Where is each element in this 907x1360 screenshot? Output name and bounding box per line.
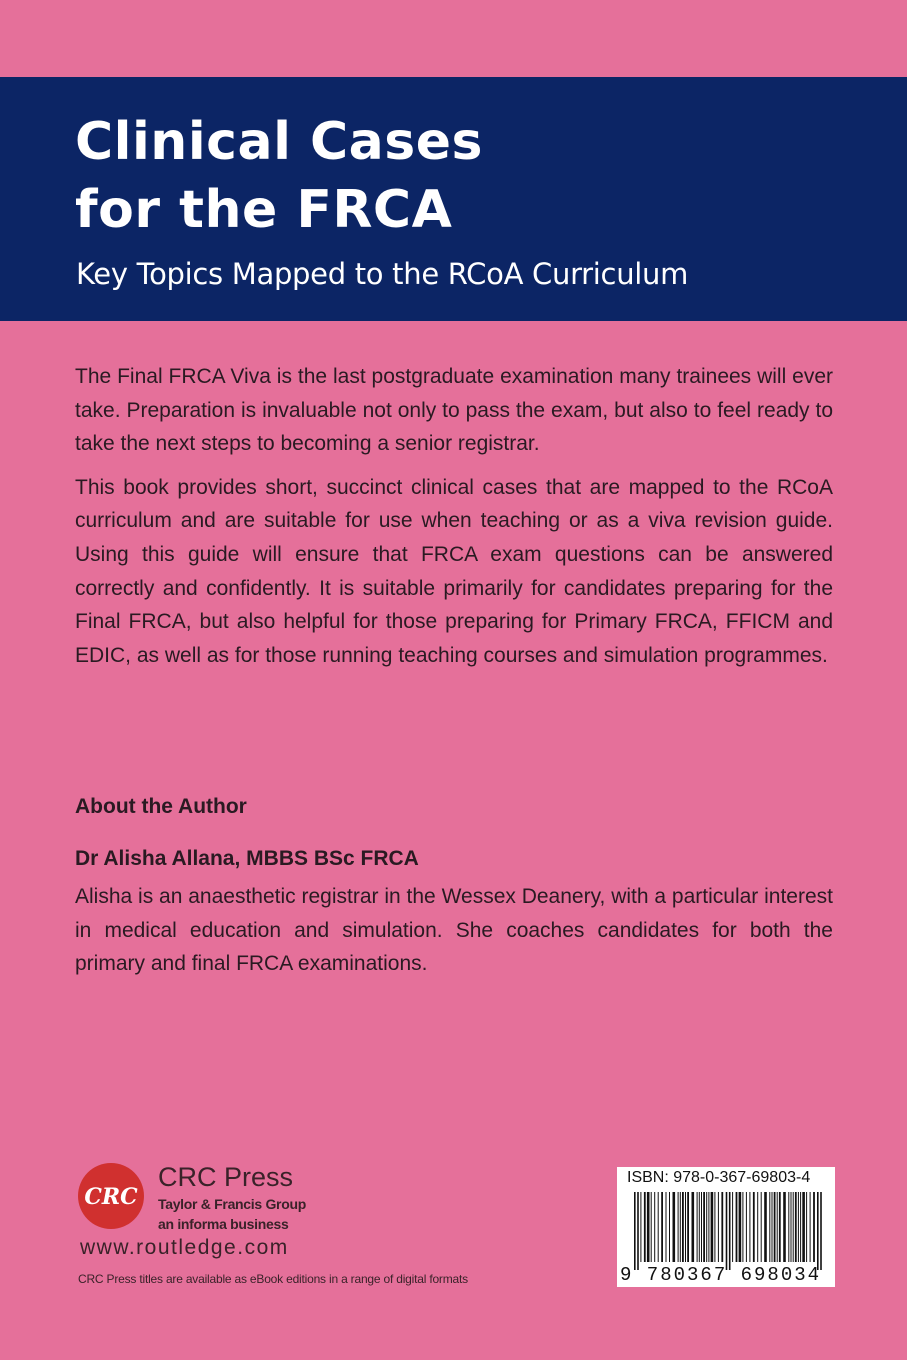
barcode-bar [798, 1192, 799, 1262]
publisher-group: Taylor & Francis Group [158, 1196, 306, 1212]
barcode-bar [706, 1192, 707, 1262]
barcode-bar [699, 1192, 700, 1262]
description-paragraph-1: The Final FRCA Viva is the last postgraduate examination many trainees will ever take. Preparation is invaluable not only to pass the exam, but also to feel ready to take the next steps to becoming a senior registrar. [75, 365, 833, 456]
barcode-bar [701, 1192, 702, 1262]
book-description [75, 360, 833, 682]
barcode-bar [685, 1192, 686, 1262]
barcode-bar [810, 1192, 811, 1262]
barcode-bar [708, 1192, 709, 1262]
barcode-bar [802, 1192, 805, 1262]
barcode-bar [753, 1192, 755, 1262]
publisher-website[interactable]: www.routledge.com [80, 1236, 289, 1259]
barcode-bar [777, 1192, 778, 1262]
barcode-bar [714, 1192, 715, 1262]
barcode-bar [640, 1192, 641, 1262]
book-title-line2: for the FRCA [75, 180, 453, 240]
barcode-bar [806, 1192, 807, 1262]
about-author-heading: About the Author [75, 795, 247, 818]
barcode-bar [644, 1192, 646, 1262]
barcode-bar [680, 1192, 681, 1262]
barcode-bar [788, 1192, 789, 1262]
barcode-bar [654, 1192, 655, 1262]
barcode-bar [736, 1192, 738, 1262]
barcode-bar [673, 1192, 676, 1262]
barcode-bar [637, 1192, 639, 1270]
book-title [75, 108, 483, 244]
barcode-bar [634, 1192, 636, 1270]
barcode-bar [732, 1192, 733, 1262]
isbn-barcode [617, 1167, 835, 1287]
barcode-bar [739, 1192, 742, 1262]
barcode-bar [783, 1192, 786, 1262]
barcode-bar [692, 1192, 695, 1262]
barcode-bar [721, 1192, 723, 1262]
barcode-bar [678, 1192, 679, 1262]
barcode-bar [791, 1192, 792, 1262]
barcode-bar [772, 1192, 773, 1262]
barcode-bar [761, 1192, 762, 1262]
author-bio: Alisha is an anaesthetic registrar in the Wessex Deanery, with a particular interest in medical education and simulation. She coaches candidates for both the primary and final FRCA examinations. [75, 885, 833, 976]
barcode-bar [795, 1192, 797, 1262]
barcode-bar [817, 1192, 819, 1270]
barcode-bar [764, 1192, 767, 1262]
barcode-bar [687, 1192, 689, 1262]
publisher-name: CRC Press [158, 1162, 294, 1192]
barcode-bar [682, 1192, 684, 1262]
isbn-digits: 9 780367 698034 [620, 1264, 822, 1286]
barcode-bar [711, 1192, 714, 1262]
barcode-bar [666, 1192, 667, 1262]
barcode-bar [697, 1192, 698, 1262]
barcode-bar [757, 1192, 758, 1262]
publisher-informa: an informa business [158, 1216, 289, 1232]
book-title-line1: Clinical Cases [75, 112, 483, 172]
barcode-bar [746, 1192, 747, 1262]
barcode-bar [658, 1192, 659, 1262]
barcode-bar [779, 1192, 781, 1262]
barcode-bar [651, 1192, 652, 1262]
author-name: Dr Alisha Allana, MBBS BSc FRCA [75, 847, 419, 870]
barcode-bar [769, 1192, 770, 1262]
barcode-bar [661, 1192, 663, 1262]
barcode-bar [774, 1192, 776, 1262]
barcode-bar [647, 1192, 650, 1262]
barcode-bar [749, 1192, 750, 1262]
ebook-note: CRC Press titles are available as eBook editions in a range of digital formats [78, 1272, 468, 1286]
barcode-bar [703, 1192, 705, 1262]
barcode-bar [718, 1192, 719, 1262]
crc-logo-icon [77, 1162, 145, 1230]
barcode-bar [820, 1192, 822, 1270]
book-subtitle: Key Topics Mapped to the RCoA Curriculum [76, 257, 689, 291]
barcode-bar [800, 1192, 801, 1262]
description-paragraph-2: This book provides short, succinct clinical cases that are mapped to the RCoA curriculum and are suitable for use when teaching or as a viva revision guide. Using this guide will ensure that FRCA exam questions can be answered correctly and confidently. It is suitable primarily for candidates preparing for the Final FRCA, but also helpful for those preparing for Primary FRCA, FFICM and EDIC, as well as for those running teaching courses and simulation programmes. [75, 475, 833, 667]
barcode-bar [729, 1192, 731, 1270]
barcode-bar [742, 1192, 743, 1262]
crc-logo-text: CRC [84, 1184, 138, 1210]
barcode-bar [813, 1192, 815, 1262]
barcode-bar [793, 1192, 794, 1262]
isbn-label: ISBN: 978-0-367-69803-4 [627, 1169, 811, 1186]
barcode-bar [669, 1192, 670, 1262]
barcode-bar [726, 1192, 728, 1270]
